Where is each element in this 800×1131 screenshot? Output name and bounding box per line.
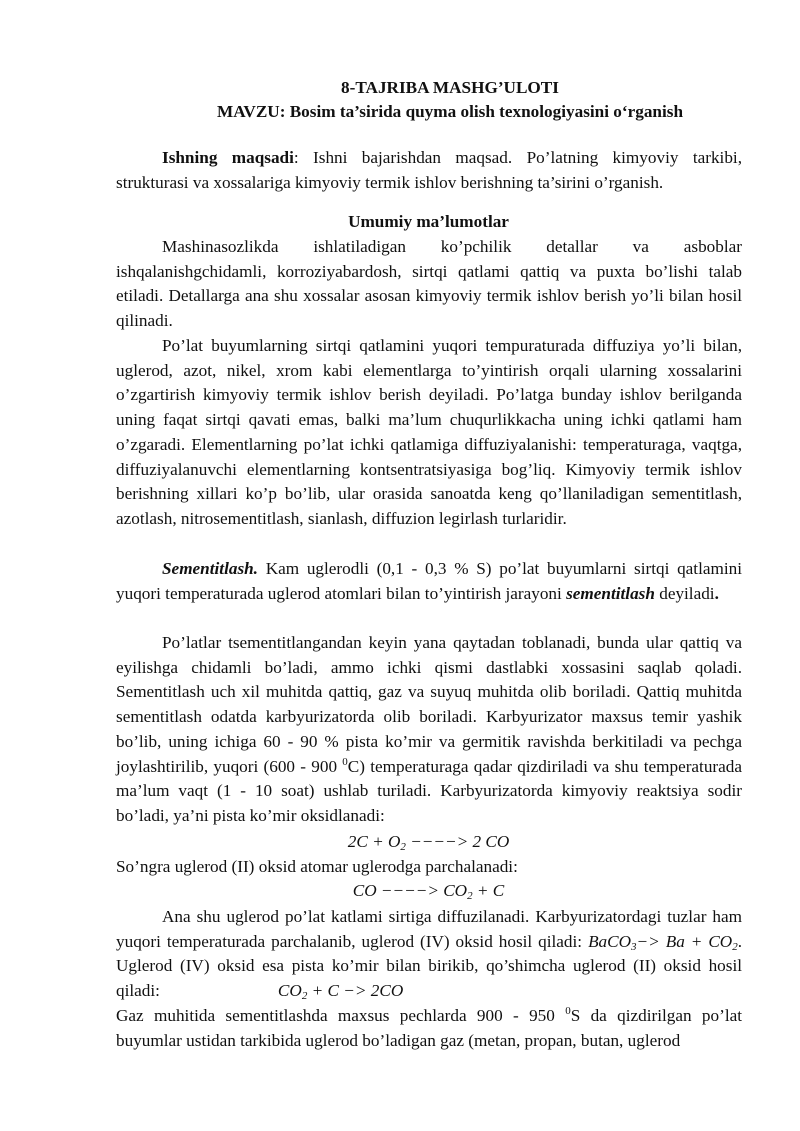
f3-dot: .	[737, 931, 742, 951]
f2-a: CO −−−−> CO	[352, 881, 468, 900]
purpose-label: Ishning maqsadi	[162, 148, 294, 167]
p4-text-b: C) temperaturaga qadar qizdiriladi va shu temperaturada ma’lum vaqt (1 - 10 soat) ushlab turiladi. Karbyurizatorda kimyoviy reaktsiya sodir bo’ladi, ya’ni pista ko’mir oksidlanadi:	[116, 756, 742, 825]
term-sementitlash: Sementitlash.	[162, 559, 258, 578]
p7-text-b: S da qizdirilgan po’lat buyumlar ustidan tarkibida uglerod bo’ladigan gaz (metan, propan, butan, uglerod	[116, 1006, 742, 1050]
f2-b: + C	[472, 881, 505, 900]
f4-a: CO	[277, 981, 302, 1001]
degree-sup: 0	[342, 755, 348, 768]
f3-sub: 3	[631, 940, 637, 953]
p4-text-a: Po’latlar tsementitlangandan keyin yana qaytadan toblanadi, bunda ular qattiq va eyilishga chidamli bo’ladi, ammo ichki qismi dastlabki xossasini saqlab qoladi. Sementitlash uch xil muhitda qattiq, gaz va suyuq muhitda olib boriladi. Qattiq muhitda sementitlash odatda karbyurizatorda olib boriladi. Karbyurizator maxsus temir yashik bo’lib, uning ichiga 60 - 90 % pista ko’mir va germitik ravishda berkitiladi va pechga joylashtirilib, yuqori (600 - 900	[116, 633, 742, 776]
paragraph-7	[116, 1004, 742, 1053]
paragraph-4	[116, 631, 742, 829]
f4-sub: 2	[301, 990, 308, 1003]
sementitlash-end: deyiladi	[654, 583, 715, 603]
formula-co2	[277, 981, 404, 1003]
paragraph-5: So’ngra uglerod (II) oksid atomar uglerodga parchalanadi:	[116, 857, 518, 876]
p7-text-a: Gaz muhitida sementitlashda maxsus pechlarda 900 - 950	[116, 1006, 566, 1025]
f1-b: −−−−> 2 CO	[405, 832, 510, 851]
paragraph-1: Mashinasozlikda ishlatiladigan ko’pchilik detallar va asboblar ishqalanishgchidamli, korroziyabardosh, sirtqi qatlami qattiq va puxta bo’lishi talab etiladi. Detallarga ana shu xossalar asosan kimyoviy termik ishlov berish yo’li bilan hosil qilinadi.	[116, 237, 742, 331]
p6-text-b: Uglerod (IV) oksid esa pista ko’mir bilan birikib, qo’shimcha uglerod (II) oksid hosil qiladi:	[116, 956, 742, 1001]
sementitlash-dot: .	[714, 583, 719, 603]
f4-b: + C −> 2CO	[307, 981, 404, 1001]
paragraph-6	[116, 905, 742, 1004]
purpose-text: : Ishni bajarishdan maqsad. Po’latning kimyoviy tarkibi, strukturasi va xossalariga kimyoviy termik ishlov berishning ta’sirini o’rganish.	[116, 148, 742, 192]
formula-baco3	[588, 932, 738, 951]
formula-oxidation	[115, 830, 742, 855]
paragraph-sementitlash	[116, 557, 742, 606]
f1-sub: 2	[400, 841, 406, 853]
purpose-paragraph	[116, 146, 742, 195]
p6-text-a: Ana shu uglerod po’lat katlami sirtiga diffuzilanadi. Karbyurizatordagi tuzlar ham yuqori temperaturada parchalanib, uglerod (IV) oksid hosil qiladi:	[116, 907, 742, 951]
f1-a: 2C + O	[347, 832, 401, 851]
degree-sup-2: 0	[565, 1005, 571, 1017]
topic-title: MAVZU: Bosim ta’sirida quyma olish texnologiyasini o‘rganish	[216, 102, 684, 121]
paragraph-2: Po’lat buyumlarning sirtqi qatlamini yuqori tempuraturada diffuziya yo’li bilan, uglerod, azot, nikel, xrom kabi elementlarga to’yintirish orqali ularning xossalarini o’zgartirish kimyoviy termik ishlov berish deyiladi. Po’latga bunday ishlov berilganda uning faqat sirtqi qavati emas, balki ma’lum chuqurlikkacha uning ichki qatlami ham o’zgaradi. Elementlarning po’lat ichki qatlamiga diffuziyalanishi: temperaturaga, vaqtga, diffuziyalanuvchi elementlarning kontsentratsiyasiga bog’liq. Kimyoviy termik ishlov berishning xillari ko’p bo’lib, ular orasida sanoatda keng qo’llaniladigan sementitlash, azotlash, nitrosementitlash, sianlash, diffuzion legirlash turlaridir.	[116, 336, 742, 528]
f2-sub: 2	[467, 890, 473, 902]
page-title: 8-TAJRIBA MASHG’ULOTI	[341, 78, 559, 97]
formula-decomposition	[115, 879, 742, 904]
f3-a: BaCO	[588, 931, 632, 951]
section-title: Umumiy ma’lumotlar	[348, 212, 509, 231]
sementitlash-text: Kam uglerodli (0,1 - 0,3 % S) po’lat buyumlarni sirtqi qatlamini yuqori temperaturada uglerod atomlari bilan to’yintirish jarayoni	[116, 559, 742, 603]
f3-sub2: 2	[732, 940, 738, 953]
f3-b: −> Ba + CO	[636, 931, 733, 951]
term-sementitlash-2: sementitlash	[566, 583, 655, 603]
